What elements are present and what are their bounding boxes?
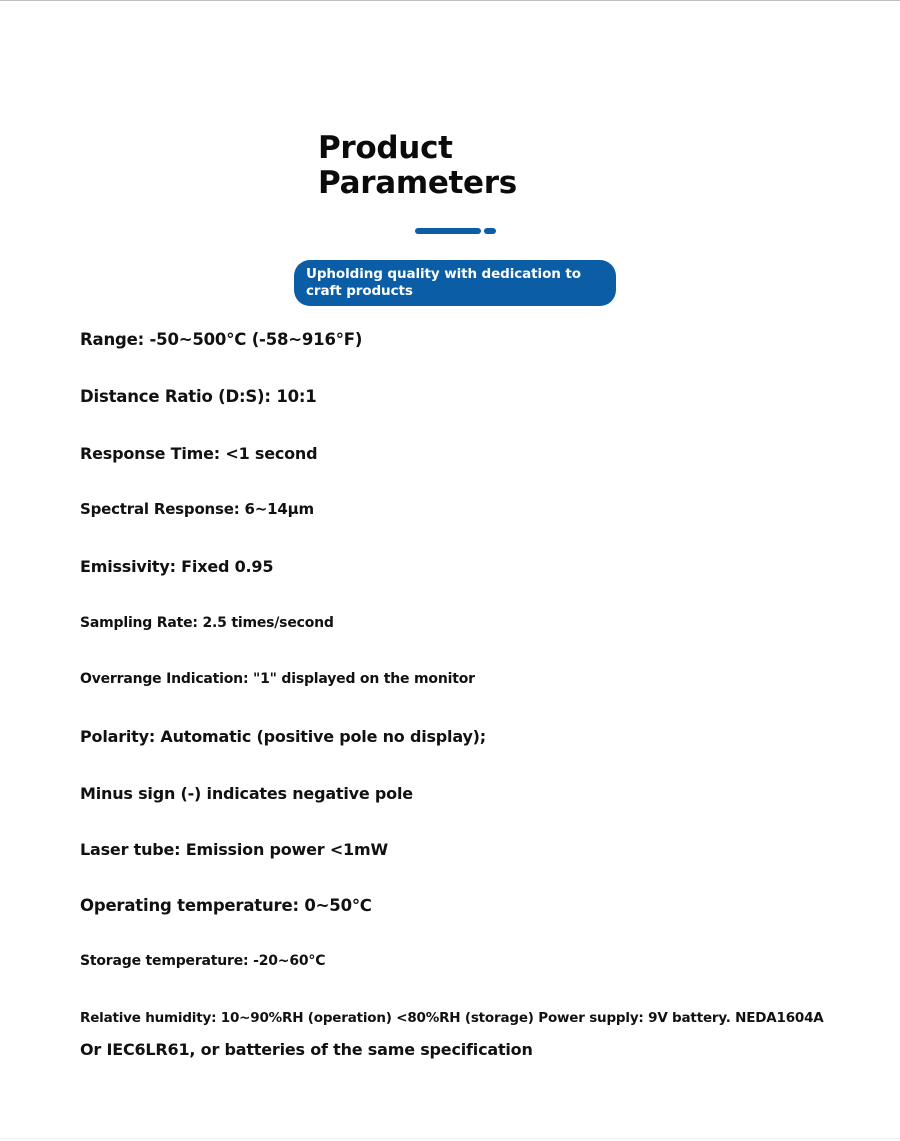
param-sampling-rate: Sampling Rate: 2.5 times/second (80, 615, 334, 631)
param-overrange-indication: Overrange Indication: "1" displayed on the monitor (80, 671, 475, 687)
param-relative-humidity-power: Relative humidity: 10~90%RH (operation) <80%RH (storage) Power supply: 9V battery. NEDA1604A (80, 1010, 824, 1026)
tagline-badge: Upholding quality with dedication to craft products (294, 260, 616, 306)
page-title (318, 131, 517, 201)
param-storage-temperature: Storage temperature: -20~60°C (80, 953, 326, 969)
param-laser-tube: Laser tube: Emission power <1mW (80, 840, 388, 859)
param-emissivity: Emissivity: Fixed 0.95 (80, 557, 274, 576)
param-distance-ratio: Distance Ratio (D:S): 10:1 (80, 387, 317, 406)
param-minus-sign: Minus sign (-) indicates negative pole (80, 784, 413, 803)
param-response-time: Response Time: <1 second (80, 444, 318, 463)
page-title-line-1: Product (318, 130, 453, 166)
title-accent-bar (415, 228, 481, 234)
title-accent-dot (484, 228, 496, 234)
page-title-line-2: Parameters (318, 165, 517, 201)
bottom-divider (0, 1138, 900, 1139)
top-divider (0, 0, 900, 1)
param-polarity: Polarity: Automatic (positive pole no display); (80, 727, 486, 746)
param-battery-specification: Or IEC6LR61, or batteries of the same specification (80, 1040, 533, 1059)
param-operating-temperature: Operating temperature: 0~50℃ (80, 896, 372, 915)
param-range: Range: -50~500°C (-58~916°F) (80, 330, 363, 349)
param-spectral-response: Spectral Response: 6~14μm (80, 500, 314, 518)
